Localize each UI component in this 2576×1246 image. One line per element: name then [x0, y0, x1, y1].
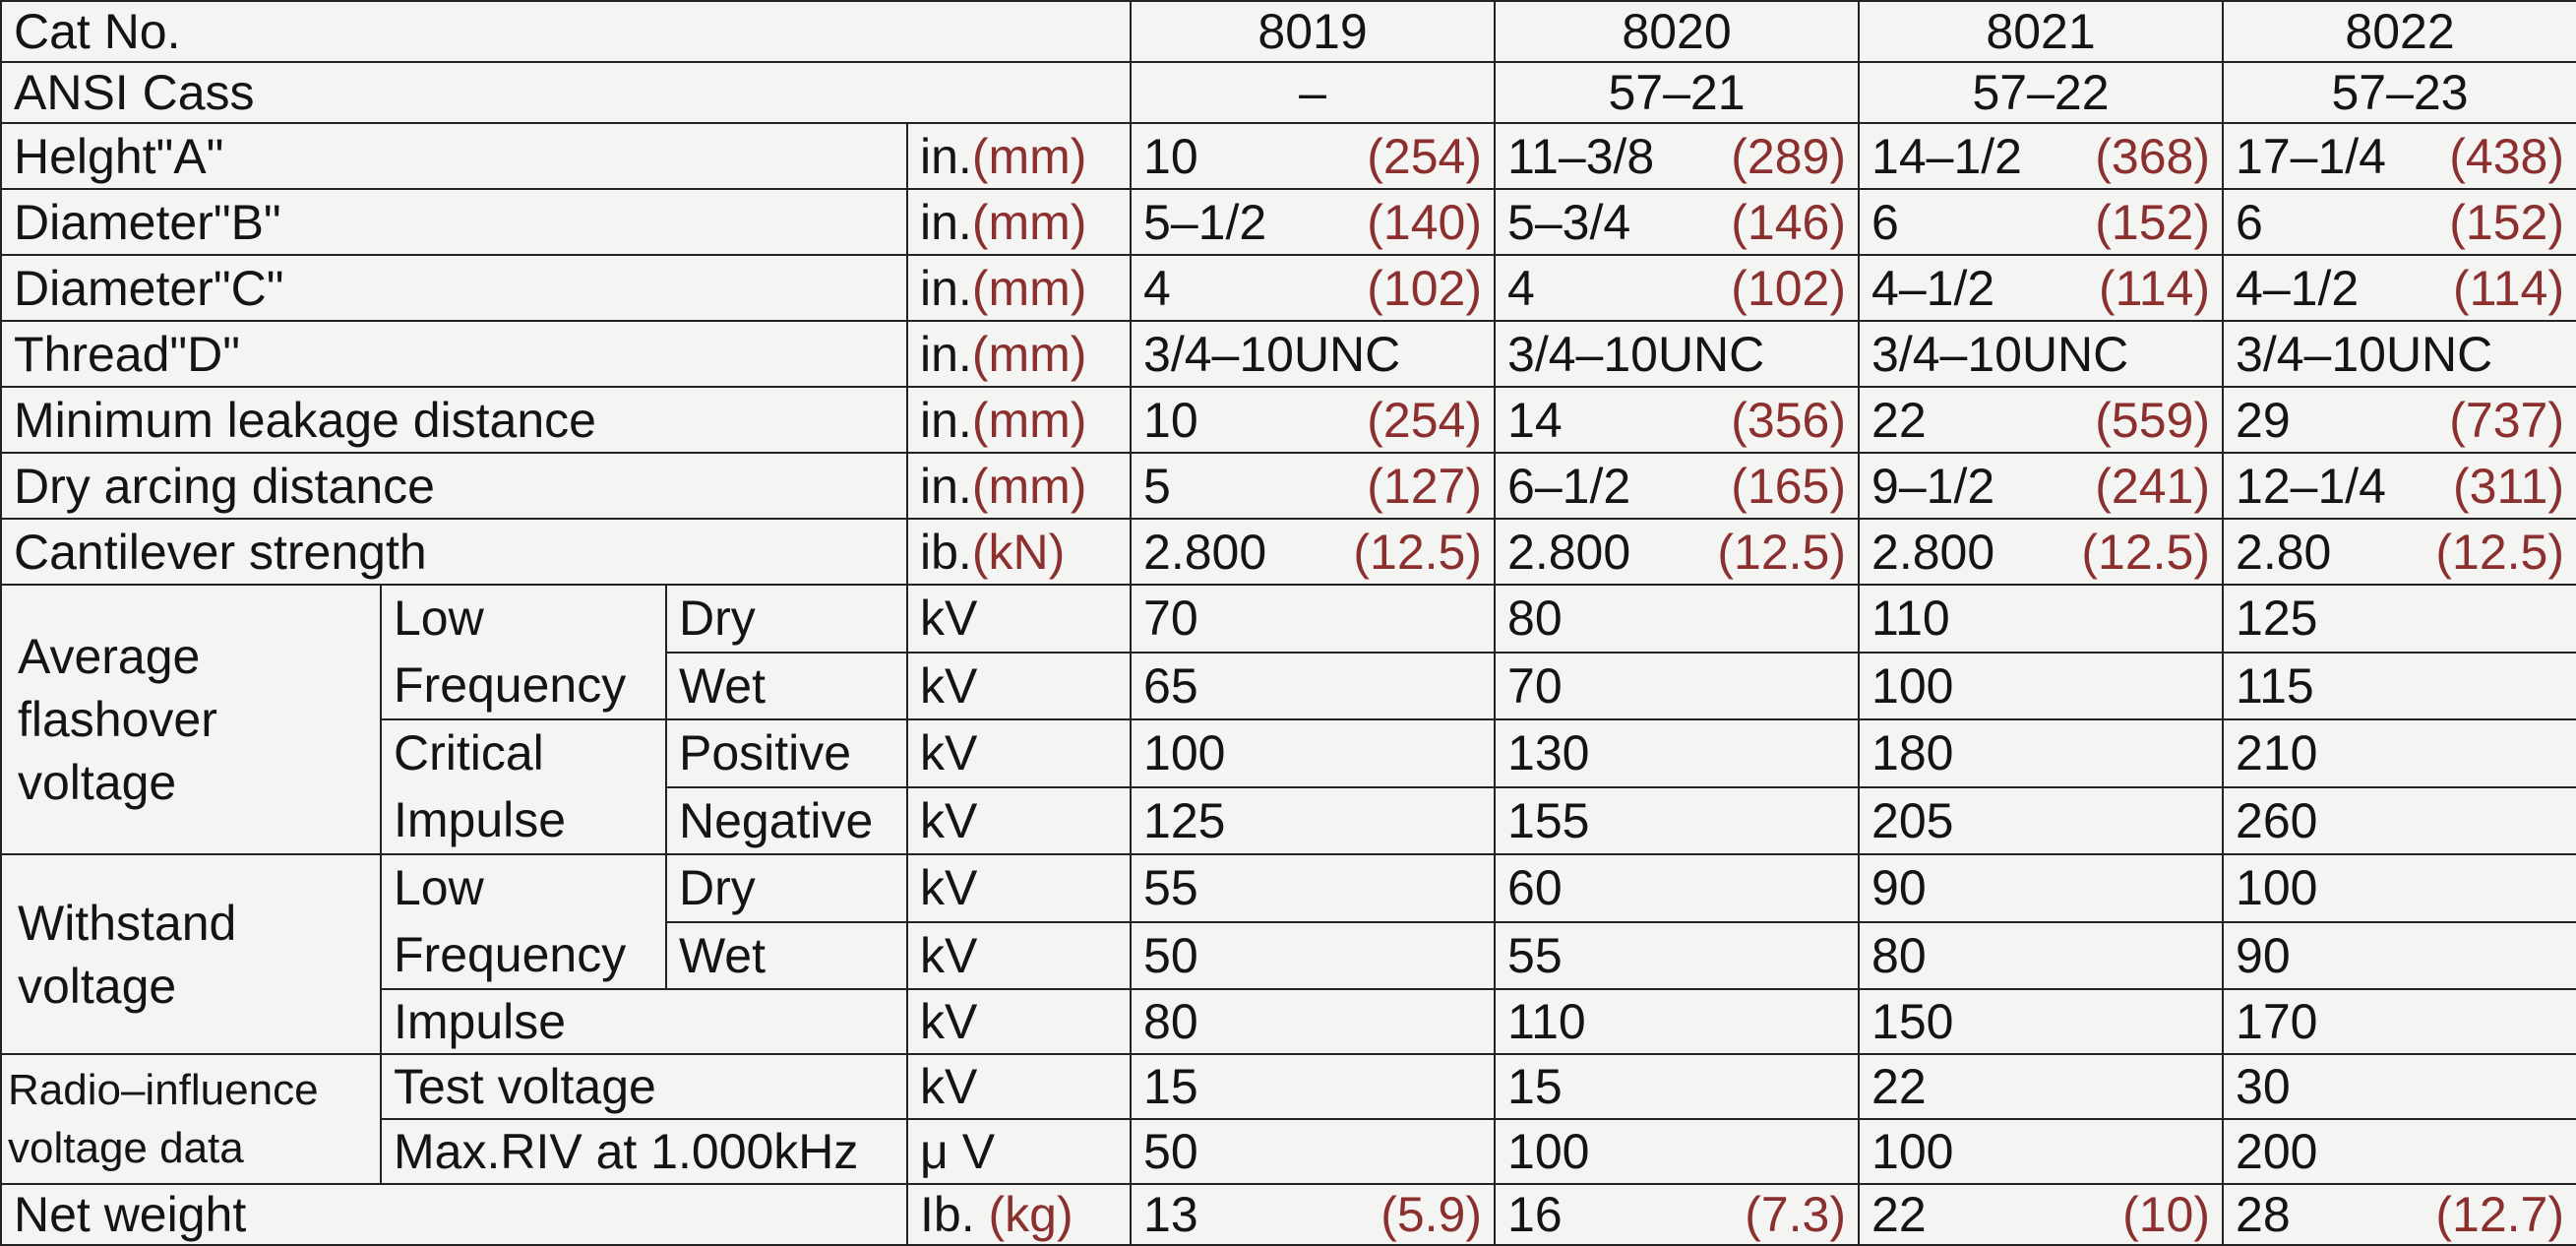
value-cell — [2223, 123, 2576, 189]
value-cell: 100 — [1131, 719, 1495, 787]
value-imperial: 6–1/2 — [1507, 458, 1631, 514]
value-cell: 15 — [1495, 1054, 1859, 1119]
dimension-label: Thread"D" — [1, 321, 907, 387]
value-cell: 80 — [1131, 989, 1495, 1054]
value-cell — [1495, 1184, 1859, 1245]
value-cell: 100 — [1859, 1119, 2223, 1184]
condition-label: Wet — [666, 653, 907, 720]
dimension-row — [1, 189, 2576, 255]
condition-label: Negative — [666, 787, 907, 855]
flashover-row-positive — [1, 719, 2576, 787]
value-cell — [1859, 123, 2223, 189]
value-cell — [1859, 1184, 2223, 1245]
value-cell: 260 — [2223, 787, 2576, 855]
unit-imperial: in. — [920, 392, 972, 448]
value-metric: (102) — [1731, 260, 1847, 316]
unit-cell — [907, 123, 1131, 189]
value-imperial: 5 — [1143, 458, 1171, 514]
cat-no-8019: 8019 — [1131, 1, 1495, 62]
cat-no-8021: 8021 — [1859, 1, 2223, 62]
dimension-row — [1, 255, 2576, 321]
value-metric: (311) — [2453, 458, 2565, 514]
condition-label: Wet — [666, 922, 907, 990]
value-cell — [1495, 123, 1859, 189]
value-cell: 70 — [1131, 585, 1495, 653]
unit-metric: (mm) — [971, 194, 1087, 250]
value-imperial: 4 — [1143, 260, 1171, 316]
value-cell: 155 — [1495, 787, 1859, 855]
unit-imperial: ib. — [920, 524, 972, 580]
net-weight-row — [1, 1184, 2576, 1245]
radio-row-test-voltage — [1, 1054, 2576, 1119]
value-cell: 110 — [1859, 585, 2223, 653]
value-imperial: 3/4–10UNC — [1507, 326, 1765, 382]
withstand-low-frequency-label: Low Frequency — [381, 854, 666, 989]
radio-row-max-riv — [1, 1119, 2576, 1184]
value-cell: 30 — [2223, 1054, 2576, 1119]
cat-no-8020: 8020 — [1495, 1, 1859, 62]
value-metric: (368) — [2095, 128, 2211, 184]
unit-metric: (mm) — [971, 260, 1087, 316]
value-metric: (12.5) — [1353, 524, 1483, 580]
value-cell: 65 — [1131, 653, 1495, 720]
value-imperial: 2.80 — [2236, 524, 2332, 580]
value-cell: 55 — [1131, 854, 1495, 922]
value-cell: 55 — [1495, 922, 1859, 990]
value-metric: (127) — [1367, 458, 1483, 514]
flashover-group-label: Average flashover voltage — [1, 585, 381, 854]
value-cell: 90 — [2223, 922, 2576, 990]
unit-cell: kV — [907, 585, 1131, 653]
value-cell — [1131, 1184, 1495, 1245]
value-imperial: 10 — [1143, 392, 1198, 448]
value-metric: (737) — [2449, 392, 2565, 448]
value-cell: 100 — [2223, 854, 2576, 922]
value-imperial: 16 — [1507, 1187, 1563, 1242]
value-cell — [1859, 189, 2223, 255]
dimension-label: Diameter"B" — [1, 189, 907, 255]
value-metric: (12.7) — [2435, 1187, 2565, 1242]
radio-row-label: Test voltage — [381, 1054, 907, 1119]
unit-cell: kV — [907, 989, 1131, 1054]
value-cell — [1495, 519, 1859, 585]
value-imperial: 2.800 — [1143, 524, 1267, 580]
value-cell: 130 — [1495, 719, 1859, 787]
value-cell — [1859, 255, 2223, 321]
value-metric: (140) — [1367, 194, 1483, 250]
value-cell: 125 — [2223, 585, 2576, 653]
unit-cell — [907, 255, 1131, 321]
unit-cell: kV — [907, 854, 1131, 922]
value-imperial: 22 — [1871, 1187, 1927, 1242]
value-cell — [1495, 189, 1859, 255]
value-metric: (114) — [2099, 260, 2211, 316]
value-cell: 50 — [1131, 1119, 1495, 1184]
dimension-label: Diameter"C" — [1, 255, 907, 321]
value-cell: 80 — [1495, 585, 1859, 653]
radio-row-label: Max.RIV at 1.000kHz — [381, 1119, 907, 1184]
value-cell: 125 — [1131, 787, 1495, 855]
dimension-row — [1, 387, 2576, 453]
withstand-row-impulse — [1, 989, 2576, 1054]
value-imperial: 5–3/4 — [1507, 194, 1631, 250]
dimension-label: Helght"A" — [1, 123, 907, 189]
value-cell — [1495, 321, 1859, 387]
value-cell: 110 — [1495, 989, 1859, 1054]
value-metric: (165) — [1731, 458, 1847, 514]
value-cell: 205 — [1859, 787, 2223, 855]
value-imperial: 11–3/8 — [1507, 128, 1655, 184]
condition-label: Positive — [666, 719, 907, 787]
value-metric: (152) — [2449, 194, 2565, 250]
unit-cell — [907, 1184, 1131, 1245]
dimension-row — [1, 453, 2576, 519]
value-metric: (12.5) — [2081, 524, 2211, 580]
value-metric: (438) — [2449, 128, 2565, 184]
unit-cell — [907, 519, 1131, 585]
condition-label: Impulse — [381, 989, 907, 1054]
value-cell — [1131, 387, 1495, 453]
value-cell — [1131, 321, 1495, 387]
unit-imperial: in. — [920, 128, 972, 184]
ansi-class-8021: 57–22 — [1859, 62, 2223, 123]
value-metric: (152) — [2095, 194, 2211, 250]
value-metric: (5.9) — [1380, 1187, 1483, 1242]
value-cell: 15 — [1131, 1054, 1495, 1119]
value-imperial: 3/4–10UNC — [1871, 326, 2129, 382]
value-imperial: 10 — [1143, 128, 1198, 184]
value-imperial: 5–1/2 — [1143, 194, 1267, 250]
value-cell: 200 — [2223, 1119, 2576, 1184]
unit-metric: (kg) — [988, 1187, 1073, 1242]
value-imperial: 2.800 — [1871, 524, 1995, 580]
value-cell: 90 — [1859, 854, 2223, 922]
value-imperial: 3/4–10UNC — [1143, 326, 1401, 382]
unit-metric: (mm) — [971, 458, 1087, 514]
value-cell — [1131, 189, 1495, 255]
value-cell — [1495, 255, 1859, 321]
value-cell — [1495, 387, 1859, 453]
cat-no-8022: 8022 — [2223, 1, 2576, 62]
cat-no-label: Cat No. — [1, 1, 1131, 62]
radio-influence-group-label: Radio–influence voltage data — [1, 1054, 381, 1184]
unit-cell: μ V — [907, 1119, 1131, 1184]
unit-cell — [907, 453, 1131, 519]
value-cell — [2223, 321, 2576, 387]
value-metric: (241) — [2095, 458, 2211, 514]
unit-cell — [907, 189, 1131, 255]
unit-imperial: in. — [920, 260, 972, 316]
value-imperial: 12–1/4 — [2236, 458, 2386, 514]
value-cell — [2223, 387, 2576, 453]
unit-cell: kV — [907, 922, 1131, 990]
value-cell — [2223, 1184, 2576, 1245]
unit-metric: (mm) — [971, 392, 1087, 448]
unit-metric: (kN) — [971, 524, 1066, 580]
value-cell — [1131, 453, 1495, 519]
unit-imperial: in. — [920, 458, 972, 514]
unit-imperial: in. — [920, 326, 972, 382]
unit-imperial: in. — [920, 194, 972, 250]
unit-cell: kV — [907, 653, 1131, 720]
value-metric: (114) — [2453, 260, 2565, 316]
value-metric: (254) — [1367, 392, 1483, 448]
value-imperial: 6 — [2236, 194, 2263, 250]
withstand-row-dry — [1, 854, 2576, 922]
value-cell: 100 — [1495, 1119, 1859, 1184]
flashover-low-frequency-label: Low Frequency — [381, 585, 666, 719]
value-cell — [2223, 255, 2576, 321]
value-cell — [1859, 519, 2223, 585]
ansi-class-row — [1, 62, 2576, 123]
unit-cell: kV — [907, 719, 1131, 787]
unit-cell — [907, 321, 1131, 387]
unit-cell: kV — [907, 787, 1131, 855]
value-imperial: 4–1/2 — [1871, 260, 1995, 316]
value-cell — [2223, 189, 2576, 255]
value-cell: 70 — [1495, 653, 1859, 720]
condition-label: Dry — [666, 854, 907, 922]
value-imperial: 28 — [2236, 1187, 2291, 1242]
dimension-row — [1, 321, 2576, 387]
value-metric: (7.3) — [1745, 1187, 1847, 1242]
value-cell: 60 — [1495, 854, 1859, 922]
value-imperial: 14–1/2 — [1871, 128, 2022, 184]
value-cell — [1131, 519, 1495, 585]
value-cell: 150 — [1859, 989, 2223, 1054]
value-cell: 50 — [1131, 922, 1495, 990]
value-cell — [1131, 123, 1495, 189]
value-metric: (146) — [1731, 194, 1847, 250]
value-metric: (102) — [1367, 260, 1483, 316]
value-imperial: 29 — [2236, 392, 2291, 448]
cat-no-row — [1, 1, 2576, 62]
net-weight-label: Net weight — [1, 1184, 907, 1245]
dimension-label: Dry arcing distance — [1, 453, 907, 519]
value-metric: (289) — [1731, 128, 1847, 184]
dimension-label: Cantilever strength — [1, 519, 907, 585]
value-cell — [2223, 453, 2576, 519]
value-imperial: 17–1/4 — [2236, 128, 2386, 184]
value-imperial: 2.800 — [1507, 524, 1631, 580]
ansi-class-8022: 57–23 — [2223, 62, 2576, 123]
value-imperial: 4 — [1507, 260, 1535, 316]
value-cell: 210 — [2223, 719, 2576, 787]
value-cell: 80 — [1859, 922, 2223, 990]
value-imperial: 13 — [1143, 1187, 1198, 1242]
value-cell: 115 — [2223, 653, 2576, 720]
value-metric: (254) — [1367, 128, 1483, 184]
ansi-class-label: ANSI Cass — [1, 62, 1131, 123]
condition-label: Dry — [666, 585, 907, 653]
value-imperial: 9–1/2 — [1871, 458, 1995, 514]
unit-cell: kV — [907, 1054, 1131, 1119]
value-metric: (10) — [2122, 1187, 2211, 1242]
value-metric: (559) — [2095, 392, 2211, 448]
value-cell — [1859, 321, 2223, 387]
value-cell: 180 — [1859, 719, 2223, 787]
ansi-class-8019: – — [1131, 62, 1495, 123]
value-cell: 170 — [2223, 989, 2576, 1054]
value-imperial: 3/4–10UNC — [2236, 326, 2493, 382]
unit-metric: (mm) — [971, 326, 1087, 382]
value-metric: (12.5) — [1717, 524, 1847, 580]
value-imperial: 22 — [1871, 392, 1927, 448]
value-cell — [1859, 387, 2223, 453]
value-cell: 22 — [1859, 1054, 2223, 1119]
value-cell — [1859, 453, 2223, 519]
dimension-row — [1, 123, 2576, 189]
withstand-group-label: Withstand voltage — [1, 854, 381, 1054]
dimension-row — [1, 519, 2576, 585]
value-cell — [1131, 255, 1495, 321]
flashover-row-dry — [1, 585, 2576, 653]
dimension-label: Minimum leakage distance — [1, 387, 907, 453]
flashover-critical-impulse-label: Critical Impulse — [381, 719, 666, 854]
value-imperial: 6 — [1871, 194, 1899, 250]
value-cell: 100 — [1859, 653, 2223, 720]
value-metric: (356) — [1731, 392, 1847, 448]
value-cell — [1495, 453, 1859, 519]
unit-imperial: Ib. — [920, 1187, 975, 1242]
value-imperial: 4–1/2 — [2236, 260, 2360, 316]
value-metric: (12.5) — [2435, 524, 2565, 580]
value-cell — [2223, 519, 2576, 585]
unit-metric: (mm) — [971, 128, 1087, 184]
ansi-class-8020: 57–21 — [1495, 62, 1859, 123]
unit-cell — [907, 387, 1131, 453]
value-imperial: 14 — [1507, 392, 1563, 448]
